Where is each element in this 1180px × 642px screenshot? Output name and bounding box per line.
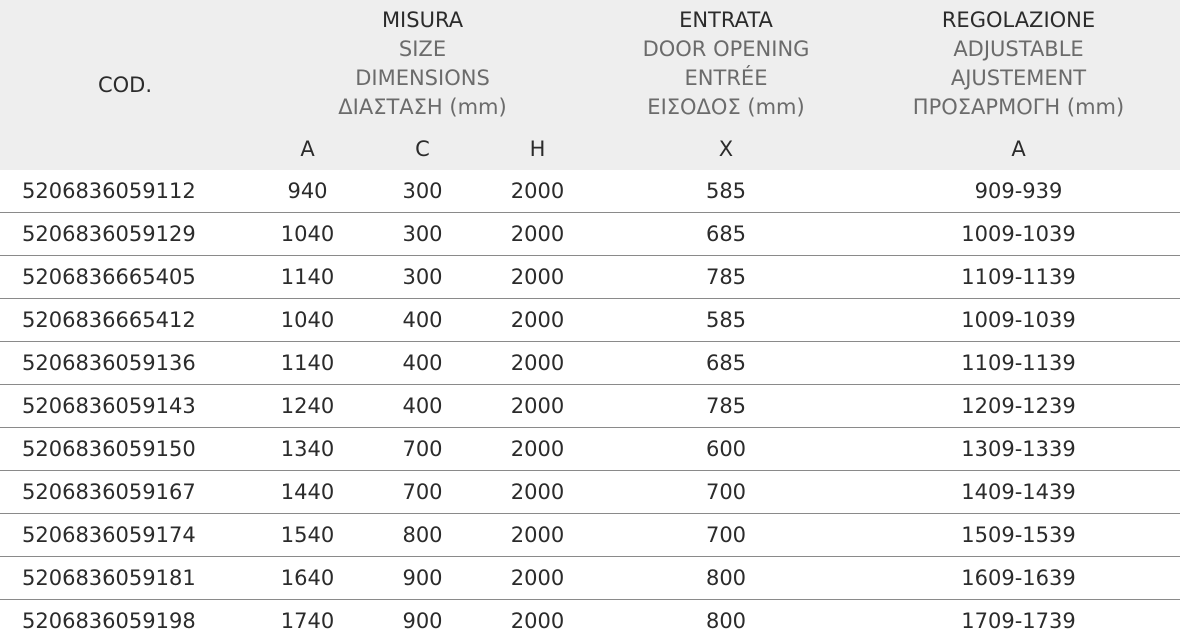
opening-x-cell: 700 — [595, 514, 857, 557]
size-c-cell: 700 — [365, 471, 480, 514]
code-cell: 5206836059181 — [0, 557, 250, 600]
header-entrata-line: ΕΙΣΟΔΟΣ (mm) — [595, 93, 857, 122]
size-c-cell: 300 — [365, 170, 480, 213]
opening-x-cell: 785 — [595, 256, 857, 299]
size-a-cell: 1640 — [250, 557, 365, 600]
size-a-cell: 1440 — [250, 471, 365, 514]
size-a-cell: 1540 — [250, 514, 365, 557]
adjust-range-cell: 1309-1339 — [857, 428, 1180, 471]
adjust-range-cell: 1009-1039 — [857, 299, 1180, 342]
size-c-cell: 700 — [365, 428, 480, 471]
table-row — [0, 299, 1180, 342]
size-a-cell: 1040 — [250, 299, 365, 342]
size-a-cell: 1140 — [250, 342, 365, 385]
adjust-range-cell: 1509-1539 — [857, 514, 1180, 557]
header-misura-title: MISURA — [250, 6, 595, 35]
size-c-cell: 400 — [365, 342, 480, 385]
opening-x-cell: 700 — [595, 471, 857, 514]
subheader-adjust-a: A — [857, 128, 1180, 170]
adjust-range-cell: 1109-1139 — [857, 342, 1180, 385]
code-cell: 5206836059112 — [0, 170, 250, 213]
size-h-cell: 2000 — [480, 299, 595, 342]
size-a-cell: 1740 — [250, 600, 365, 642]
size-h-cell: 2000 — [480, 428, 595, 471]
size-c-cell: 400 — [365, 385, 480, 428]
table-body — [0, 170, 1180, 642]
size-h-cell: 2000 — [480, 256, 595, 299]
size-c-cell: 900 — [365, 557, 480, 600]
table-row — [0, 170, 1180, 213]
size-h-cell: 2000 — [480, 471, 595, 514]
header-cod: COD. — [0, 0, 250, 170]
opening-x-cell: 800 — [595, 557, 857, 600]
opening-x-cell: 600 — [595, 428, 857, 471]
subheader-x: X — [595, 128, 857, 170]
size-h-cell: 2000 — [480, 170, 595, 213]
table-row — [0, 256, 1180, 299]
header-regolazione-line: ΠΡΟΣΑΡΜΟΓΗ (mm) — [857, 93, 1180, 122]
opening-x-cell: 800 — [595, 600, 857, 642]
size-h-cell: 2000 — [480, 514, 595, 557]
table-row — [0, 342, 1180, 385]
header-entrata-title: ENTRATA — [595, 6, 857, 35]
code-cell: 5206836665405 — [0, 256, 250, 299]
size-h-cell: 2000 — [480, 213, 595, 256]
opening-x-cell: 585 — [595, 170, 857, 213]
size-c-cell: 400 — [365, 299, 480, 342]
header-regolazione — [857, 0, 1180, 128]
table-row — [0, 471, 1180, 514]
subheader-a: A — [250, 128, 365, 170]
code-cell: 5206836059143 — [0, 385, 250, 428]
header-misura — [250, 0, 595, 128]
table-row — [0, 514, 1180, 557]
size-c-cell: 300 — [365, 213, 480, 256]
adjust-range-cell: 1709-1739 — [857, 600, 1180, 642]
adjust-range-cell: 1209-1239 — [857, 385, 1180, 428]
size-a-cell: 1140 — [250, 256, 365, 299]
header-entrata-line: ENTRÉE — [595, 64, 857, 93]
header-entrata — [595, 0, 857, 128]
size-a-cell: 1240 — [250, 385, 365, 428]
adjust-range-cell: 909-939 — [857, 170, 1180, 213]
adjust-range-cell: 1009-1039 — [857, 213, 1180, 256]
header-row — [0, 0, 1180, 128]
header-misura-line: DIMENSIONS — [250, 64, 595, 93]
size-c-cell: 900 — [365, 600, 480, 642]
size-h-cell: 2000 — [480, 557, 595, 600]
code-cell: 5206836059174 — [0, 514, 250, 557]
code-cell: 5206836059198 — [0, 600, 250, 642]
size-h-cell: 2000 — [480, 385, 595, 428]
code-cell: 5206836059136 — [0, 342, 250, 385]
code-cell: 5206836665412 — [0, 299, 250, 342]
code-cell: 5206836059167 — [0, 471, 250, 514]
header-misura-line: ΔΙΑΣΤΑΣΗ (mm) — [250, 93, 595, 122]
size-a-cell: 1040 — [250, 213, 365, 256]
header-regolazione-line: ADJUSTABLE — [857, 35, 1180, 64]
size-c-cell: 800 — [365, 514, 480, 557]
table-row — [0, 428, 1180, 471]
size-a-cell: 940 — [250, 170, 365, 213]
opening-x-cell: 785 — [595, 385, 857, 428]
header-regolazione-title: REGOLAZIONE — [857, 6, 1180, 35]
size-h-cell: 2000 — [480, 600, 595, 642]
adjust-range-cell: 1409-1439 — [857, 471, 1180, 514]
adjust-range-cell: 1609-1639 — [857, 557, 1180, 600]
table-row — [0, 557, 1180, 600]
adjust-range-cell: 1109-1139 — [857, 256, 1180, 299]
subheader-h: H — [480, 128, 595, 170]
opening-x-cell: 685 — [595, 213, 857, 256]
header-entrata-line: DOOR OPENING — [595, 35, 857, 64]
opening-x-cell: 685 — [595, 342, 857, 385]
header-regolazione-line: AJUSTEMENT — [857, 64, 1180, 93]
size-a-cell: 1340 — [250, 428, 365, 471]
size-c-cell: 300 — [365, 256, 480, 299]
table-row — [0, 385, 1180, 428]
subheader-c: C — [365, 128, 480, 170]
size-h-cell: 2000 — [480, 342, 595, 385]
opening-x-cell: 585 — [595, 299, 857, 342]
table-row — [0, 600, 1180, 642]
code-cell: 5206836059150 — [0, 428, 250, 471]
header-misura-line: SIZE — [250, 35, 595, 64]
table-row — [0, 213, 1180, 256]
code-cell: 5206836059129 — [0, 213, 250, 256]
